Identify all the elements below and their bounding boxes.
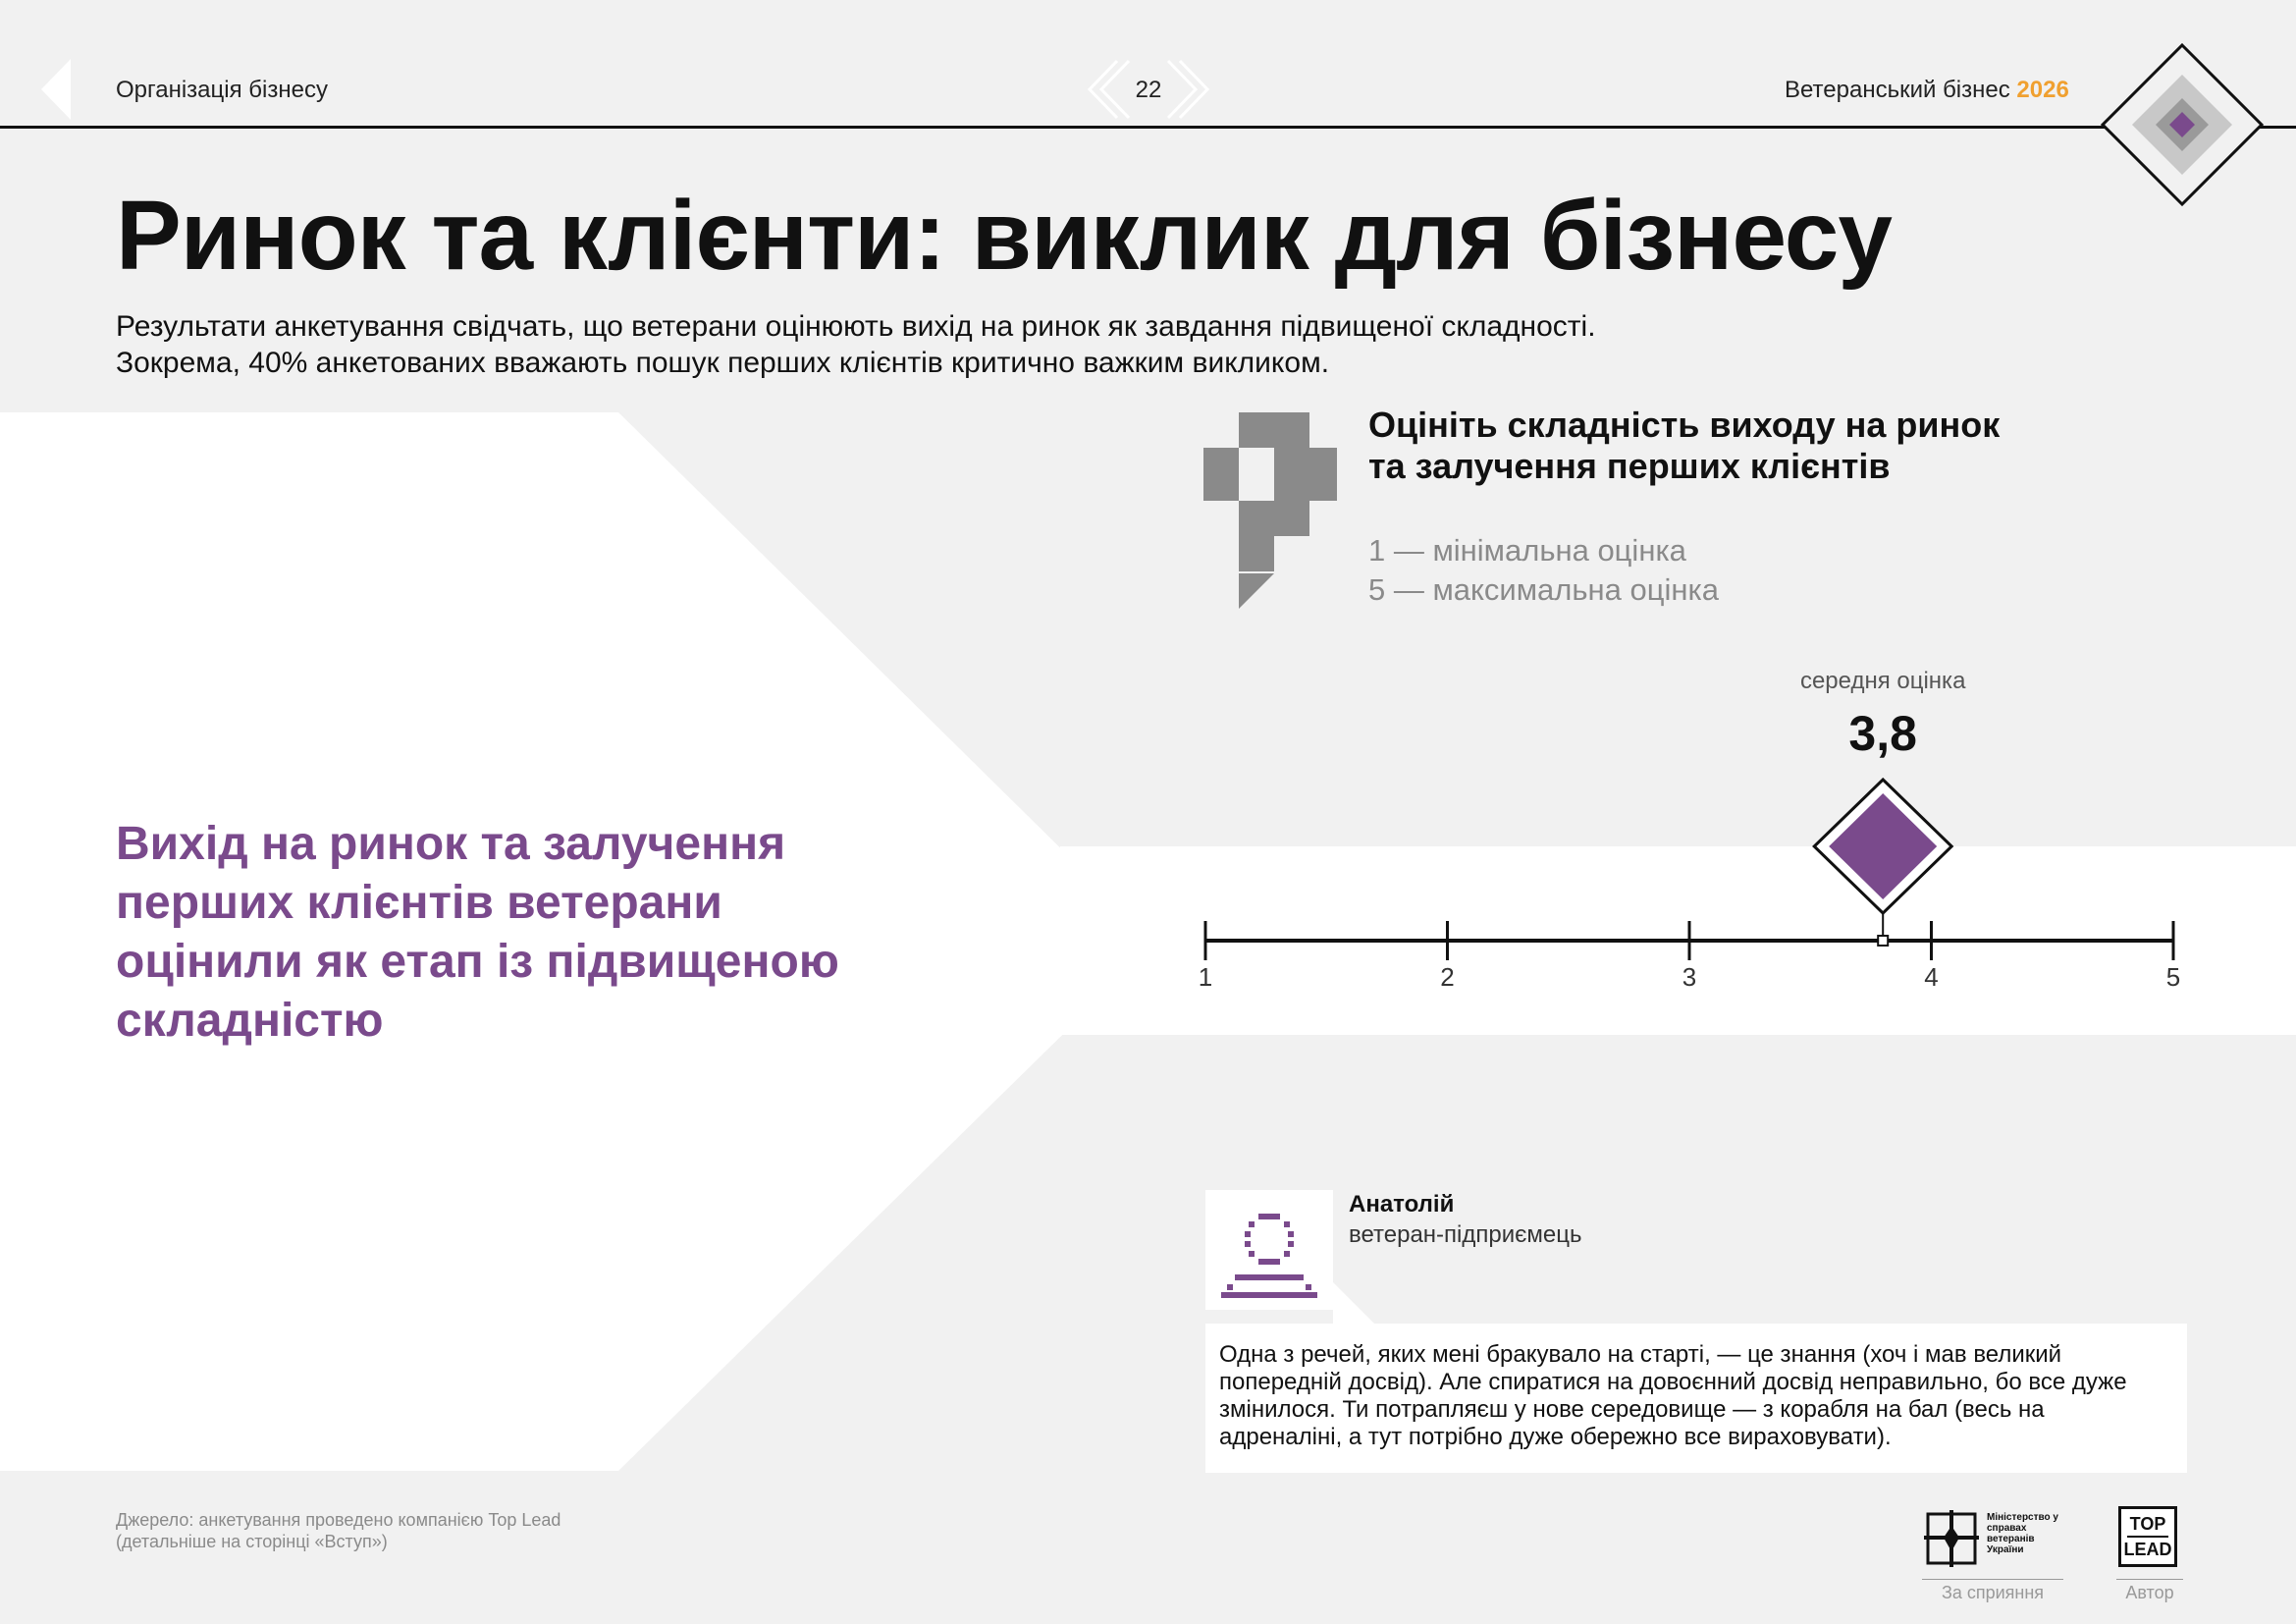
ministry-name: Міністерство у справах ветеранів України	[1987, 1512, 2058, 1555]
author-divider	[2116, 1579, 2183, 1580]
average-marker-point	[1878, 936, 1888, 946]
intro-line-2: Зокрема, 40% анкетованих вважають пошук перших клієнтів критично важким викликом.	[116, 347, 1330, 379]
scale-tick-label: 1	[1198, 962, 1213, 992]
quote-text: Одна з речей, яких мені бракувало на старті, — це знання (хоч і мав великий попередній досвід). Але спиратися на довоєнний досвід неправильно, бо все дуже змінилося. Ти потрапляєш у нове середовище — з корабля на бал (весь на адреналіні, а тут потрібно дуже обережно все вираховувати).	[1219, 1341, 2127, 1450]
top-lead-logo	[2118, 1506, 2177, 1567]
support-divider	[1922, 1579, 2063, 1580]
author-caption: Автор	[2125, 1583, 2174, 1602]
scale-max-note: 5 — максимальна оцінка	[1368, 572, 1719, 607]
top-lead-logo-bottom: LEAD	[2123, 1540, 2172, 1559]
section-name: Організація бізнесу	[116, 77, 328, 103]
page-number: 22	[1135, 77, 1162, 103]
page-title: Ринок та клієнти: виклик для бізнесу	[116, 181, 1892, 291]
source-line-1: Джерело: анкетування проведено компанією Top Lead	[116, 1510, 561, 1530]
intro-line-1: Результати анкетування свідчать, що ветерани оцінюють вихід на ринок як завдання підвищеної складності.	[116, 310, 1596, 343]
average-value: 3,8	[1848, 706, 1917, 761]
top-lead-logo-rule	[2127, 1536, 2168, 1538]
survey-question-line-1: Оцініть складність виходу на ринок	[1368, 405, 2001, 445]
ministry-emblem-icon	[1922, 1508, 1981, 1569]
source-line-2: (детальніше на сторінці «Вступ»)	[116, 1532, 388, 1551]
scale-tick-label: 2	[1440, 962, 1455, 992]
scale-min-note: 1 — мінімальна оцінка	[1368, 533, 1686, 568]
average-marker-diamond	[1829, 793, 1937, 899]
support-caption: За сприяння	[1941, 1583, 2045, 1602]
scale-tick-label: 4	[1924, 962, 1939, 992]
scale-tick-label: 5	[2165, 962, 2181, 992]
report-year: 2026	[2016, 77, 2069, 103]
report-title-text: Ветеранський бізнес	[1785, 77, 2010, 103]
key-statement: Вихід на ринок та залучення перших клієнтів ветерани оцінили як етап із підвищеною складністю	[116, 818, 839, 1047]
quote-author-name: Анатолій	[1349, 1191, 1455, 1218]
quote-author-role: ветеран-підприємець	[1349, 1221, 1582, 1248]
average-label: середня оцінка	[1799, 668, 1966, 694]
source-note	[116, 1509, 561, 1552]
top-lead-logo-top: TOP	[2129, 1514, 2166, 1534]
survey-question-line-2: та залучення перших клієнтів	[1368, 446, 1891, 486]
scale-tick-label: 3	[1682, 962, 1697, 992]
